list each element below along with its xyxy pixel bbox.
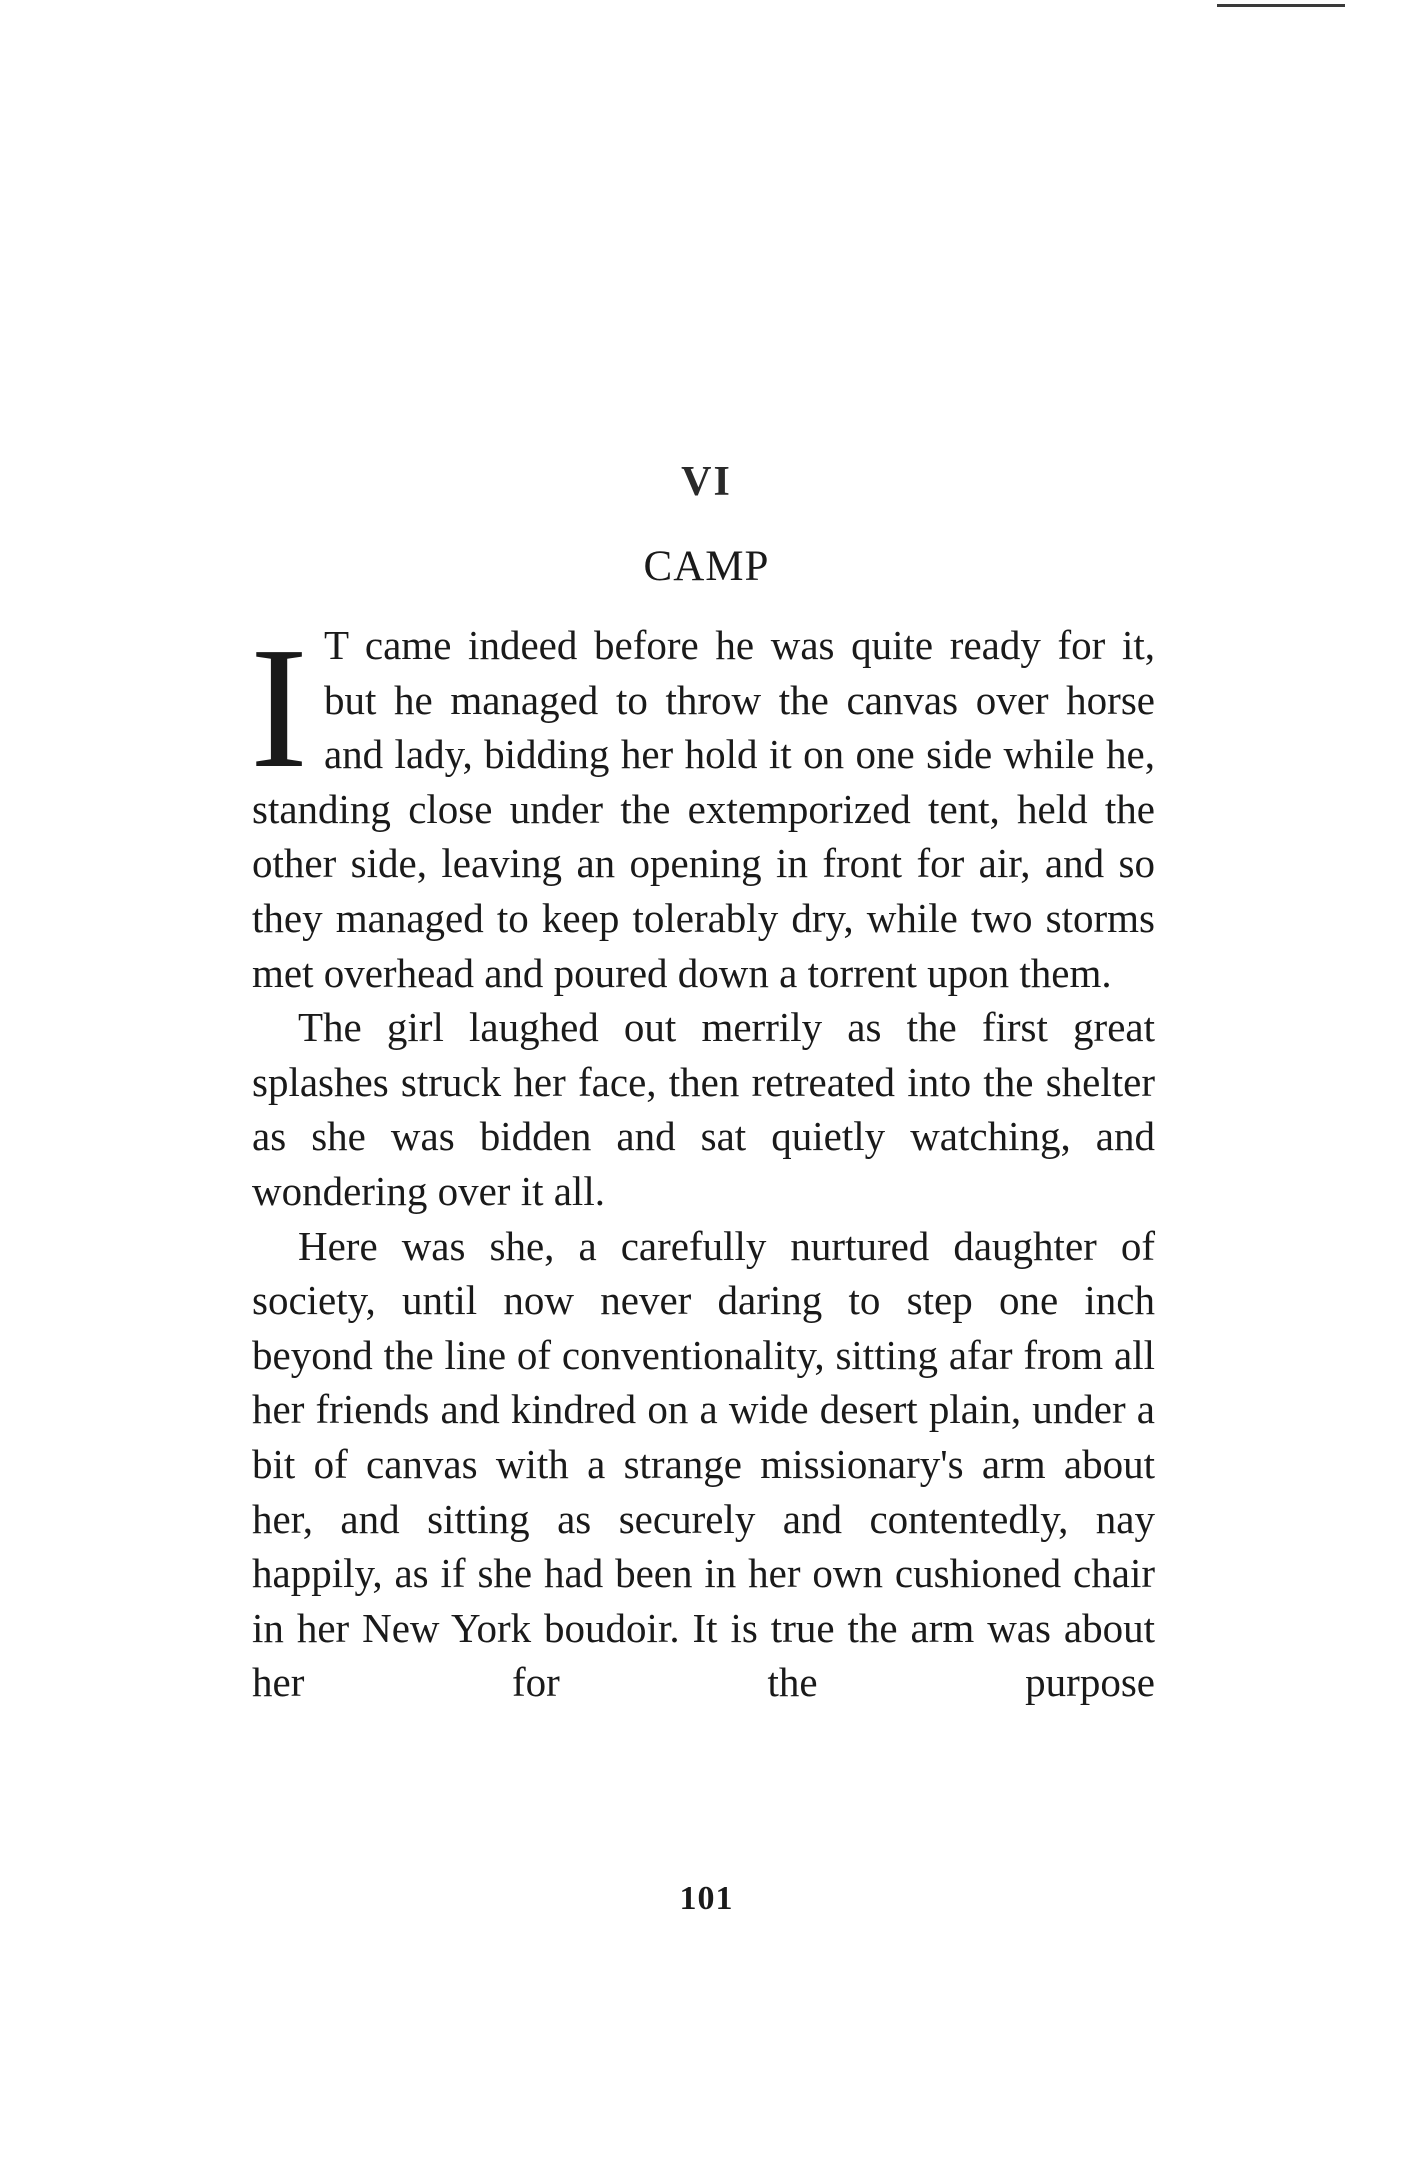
paragraph-3: Here was she, a carefully nurtured daughter of society, until now never daring to step one inch beyond the line of conventionality, sitting afar from all her friends and kindred on a wide desert plain, under a bit of canvas with a strange missionary's arm about her, and sitting as securely and contentedly, nay happily, as if she had been in her own cushioned chair in her New York boudoir. It is true the arm was about her for the purpose (252, 1222, 1155, 1706)
drop-cap: I (250, 611, 308, 804)
paragraph-2: The girl laughed out merrily as the first great splashes struck her face, then retreated into the shelter as she was bidden and sat quietly watching, and wondering over it all. (252, 1004, 1155, 1214)
page-number: 101 (679, 1880, 734, 1917)
paragraph-1-text: T came indeed before he was quite ready for it, but he managed to throw the canvas over horse and lady, bidding her hold it on one side while he, standing close under the extemporized tent, held the other side, leaving an opening in front for air, and so they managed to keep tolerably dry, while two storms met overhead and poured down a torrent upon them. (252, 622, 1155, 996)
paragraph-1 (250, 611, 1155, 1000)
corner-rule (1217, 4, 1345, 7)
chapter-title: CAMP (643, 543, 770, 590)
body-text (250, 611, 1155, 1710)
chapter-number: VI (681, 459, 732, 505)
